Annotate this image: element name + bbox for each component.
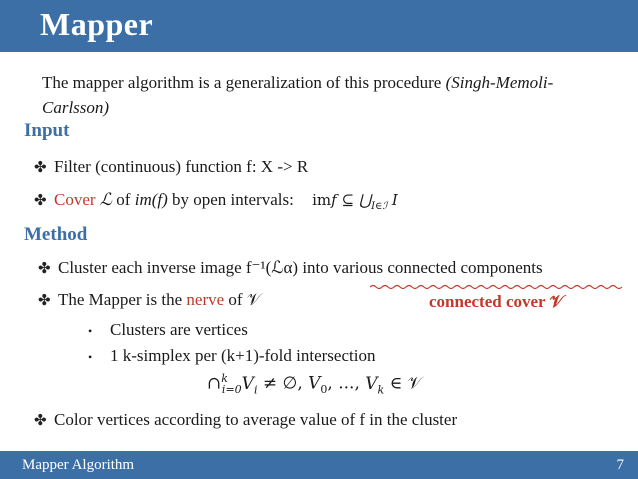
filter-text: Filter (continuous) function f: X -> R	[54, 157, 309, 176]
intro-citation: (Singh-Memoli-Carlsson)	[42, 73, 554, 117]
cluster-bullet	[38, 258, 543, 278]
cover-of: of	[112, 190, 135, 209]
cover-rest: by open intervals:	[167, 190, 294, 209]
sub-item-text: 1 k-simplex per (k+1)-fold intersection	[110, 346, 376, 365]
page-number: 7	[616, 457, 624, 473]
cover-formula: imf ⊆ $⋃_{I\in ℐ}$ I	[312, 191, 398, 212]
sub-item-text: Clusters are vertices	[110, 320, 248, 339]
bullet-star-icon: ✤	[38, 293, 51, 309]
bullet-star-icon: ✤	[34, 160, 47, 176]
red-wavy-underline	[370, 284, 625, 290]
mapper-prefix: The Mapper is the	[58, 290, 187, 309]
slide-title: Mapper	[40, 6, 154, 42]
nerve-word: nerve	[186, 290, 225, 309]
sub-item-vertices	[88, 320, 248, 340]
cover-im: im(f)	[134, 190, 168, 209]
intro-text: The mapper algorithm is a generalization of this procedure	[42, 73, 446, 92]
bullet-star-icon: ✤	[34, 193, 47, 209]
dot-bullet-icon: •	[88, 324, 93, 338]
intersection-formula: $\cap^k_{i=0}V_i$ ≠ ∅, $V_0$, ..., $V_k$ ∈ 𝒱	[207, 372, 422, 397]
bullet-star-icon: ✤	[34, 413, 47, 429]
mapper-suffix: of 𝒱	[224, 290, 261, 309]
nerve-bullet	[38, 290, 261, 310]
cover-word: Cover	[54, 190, 96, 209]
color-bullet	[34, 410, 457, 430]
method-heading: Method	[24, 224, 88, 245]
dot-bullet-icon: •	[88, 350, 93, 364]
intro-paragraph	[42, 70, 602, 120]
footer-bar	[0, 451, 638, 479]
filter-bullet	[34, 157, 308, 177]
bullet-star-icon: ✤	[38, 261, 51, 277]
connected-cover-label: connected cover 𝒱	[429, 292, 564, 311]
cluster-text: Cluster each inverse image f⁻¹(ℒα) into various connected components	[58, 258, 543, 277]
footer-title: Mapper Algorithm	[22, 457, 135, 473]
title-bar	[0, 0, 638, 52]
cover-bullet	[34, 190, 398, 212]
sub-item-simplex	[88, 346, 375, 366]
cover-symbol: ℒ	[99, 190, 113, 209]
color-text: Color vertices according to average value of f in the cluster	[54, 410, 458, 429]
input-heading: Input	[24, 120, 70, 141]
